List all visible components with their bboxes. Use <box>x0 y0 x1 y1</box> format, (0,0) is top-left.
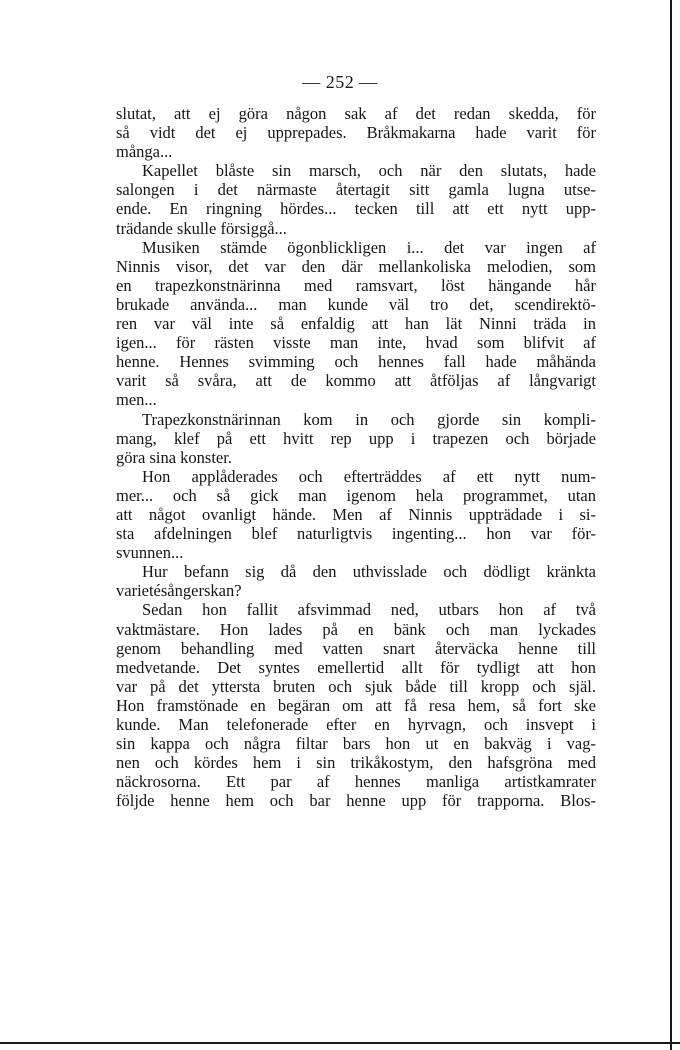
text-line: Hur befann sig då den uthvisslade och dödligt kränkta <box>142 562 596 582</box>
text-line: igen... för rästen visste man inte, hvad som blifvit af <box>116 333 596 353</box>
text-line: kunde. Man telefonerade efter en hyrvagn, och insvept i <box>116 715 596 734</box>
text-line: ende. En ringning hördes... tecken till att ett nytt upp- <box>116 199 596 219</box>
text-line: henne. Hennes svimming och hennes fall hade måhända <box>116 352 596 372</box>
text-line: svunnen... <box>116 543 184 563</box>
text-line: Ninnis visor, det var den där mellankoliska melodien, som <box>116 256 596 276</box>
text-line: ren var väl inte så enfaldig att han lät Ninni träda in <box>116 314 596 334</box>
text-line: vaktmästare. Hon lades på en bänk och man lyckades <box>116 619 596 639</box>
page-number: — 252 — <box>302 72 378 92</box>
text-line: Hon framstönade en begäran om att få resa hem, så fort ske <box>116 695 596 715</box>
text-line: salongen i det närmaste återtagit sitt gamla lugna utse- <box>116 180 596 200</box>
page-frame-right-rule <box>670 0 672 1050</box>
text-line: var på det yttersta bruten och sjuk både till kropp och själ. <box>116 676 596 696</box>
text-line: varit så svåra, att de kommo att åtföljas af långvarigt <box>116 371 596 391</box>
text-line: Musiken stämde ögonblickligen i... det var ingen af <box>142 237 596 257</box>
body-text <box>116 104 596 810</box>
text-line: genom behandling med vatten snart återväcka henne till <box>116 638 596 658</box>
text-line: göra sina konster. <box>116 447 232 467</box>
text-line: slutat, att ej göra någon sak af det redan skedda, för <box>116 104 596 123</box>
text-line: brukade använda... man kunde väl tro det, scendirektö- <box>116 294 596 314</box>
text-line: medvetande. Det syntes emellertid allt för tydligt att hon <box>116 657 596 677</box>
text-line: följde henne hem och bar henne upp för trapporna. Blos- <box>116 791 596 811</box>
text-line: sin kappa och några filtar bars hon ut en bakväg i vag- <box>116 734 596 754</box>
text-line: Sedan hon fallit afsvimmad ned, utbars hon af två <box>142 600 596 620</box>
text-line: en trapezkonstnärinna med ramsvart, löst hängande hår <box>116 275 596 295</box>
text-line: så vidt det ej upprepades. Bråkmakarna hade varit för <box>116 123 596 143</box>
text-line: nen och kördes hem i sin trikåkostym, den hafsgröna med <box>116 753 596 773</box>
text-line: många... <box>116 142 173 162</box>
text-line: Hon applåderades och efterträddes af ett nytt num- <box>142 466 596 486</box>
text-line: men... <box>116 390 157 410</box>
text-line: näckrosorna. Ett par af hennes manliga artistkamrater <box>116 772 596 792</box>
text-line: varietésångerskan? <box>116 581 242 601</box>
text-line: mang, klef på ett hvitt rep upp i trapezen och började <box>116 428 596 448</box>
text-line: trädande skulle försiggå... <box>116 218 287 238</box>
text-line: Trapezkonstnärinnan kom in och gjorde sin kompli- <box>142 409 596 429</box>
text-line: mer... och så gick man igenom hela programmet, utan <box>116 485 596 505</box>
page-frame-bottom-rule <box>0 1042 680 1044</box>
text-line: sta afdelningen blef naturligtvis ingenting... hon var för- <box>116 524 596 544</box>
text-line: Kapellet blåste sin marsch, och när den slutats, hade <box>142 161 596 181</box>
text-line: att något ovanligt hände. Men af Ninnis uppträdade i si- <box>116 504 596 524</box>
